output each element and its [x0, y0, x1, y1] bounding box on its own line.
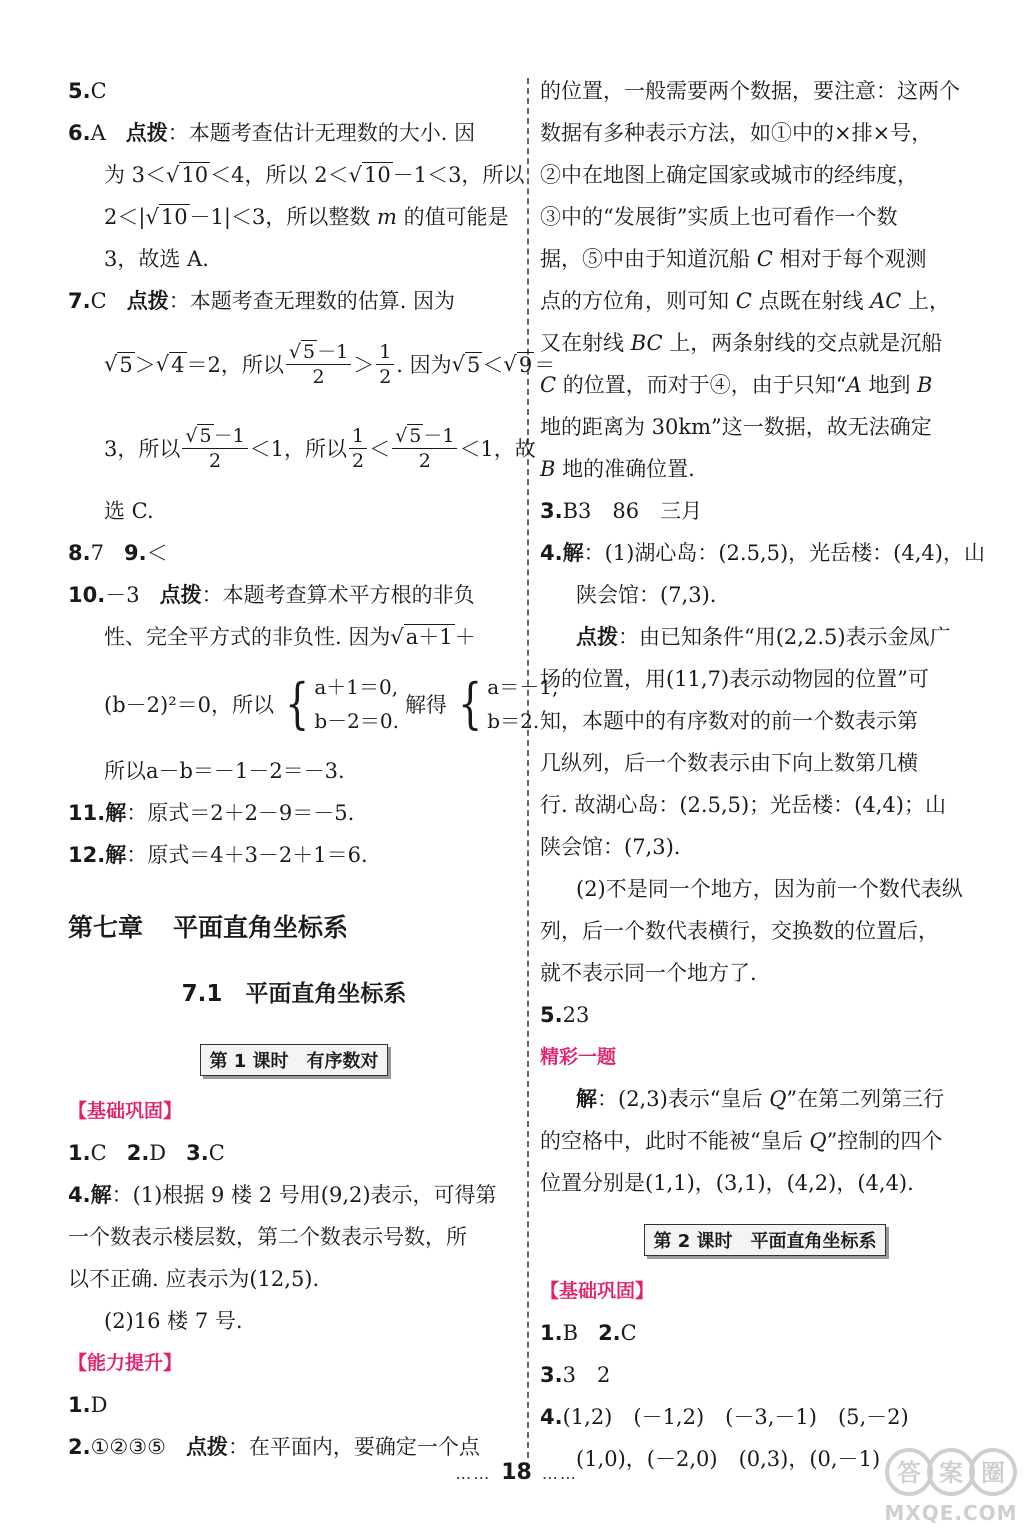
ability-answer-5: 5.23 — [540, 1003, 590, 1027]
answer-8-9: 8.7 9.＜ — [68, 541, 168, 565]
fraction: $\frac{1}{2}$ — [349, 424, 367, 473]
lesson-2-title: 第 2 课时 平面直角坐标系 — [644, 1224, 885, 1256]
lesson2-answer-4: 4.(1,2) (－1,2) (－3,－1) (5,－2) (1,0)，(－2,0) (0,3)，(0,－1) — [540, 1405, 909, 1471]
ability-improvement-tag: 【能力提升】 — [68, 1352, 183, 1374]
column-divider — [527, 78, 529, 1458]
answer-5: 5.C — [68, 79, 107, 103]
answer-7-math-1: √ 5 ＞ √ 4 ＝2，所以 $\frac{√ 5 -1}{2}$ ＞ $\frac{1}{2}$ . 因为 √ 5 ＜ √ 9 ＝ — [104, 340, 556, 388]
answer-7: 7.C 点拨：本题考查无理数的估算. 因为 √ 5 ＞ √ 4 ＝2，所以 $\frac{√ 5 -1}{2}$ ＞ $\frac{1}{2}$ . 因为 √ 5 ＜ √ 9 ＝ 3，所以 $\frac{√ 5 -1}{2}$ ＜1，所以 $\frac{1}{2}$ ＜ $\frac{√ 5 -1}{2}$ ＜1，故 选 C. — [68, 289, 556, 523]
basic-answers-1-3: 1.C 2.D 3.C — [68, 1141, 225, 1165]
answer-6: 6.A 点拨：本题考查估计无理数的大小. 因 为 3＜√10＜4，所以 2＜√10－1＜3，所以 2＜|√10－1|＜3，所以整数 m 的值可能是 3，故选 A. — [68, 121, 525, 271]
answer-7-math-2: 3，所以 $\frac{√ 5 -1}{2}$ ＜1，所以 $\frac{1}{2}$ ＜ $\frac{√ 5 -1}{2}$ ＜1，故 — [104, 424, 536, 472]
page-footer: …… 18 …… — [455, 1460, 578, 1485]
fraction: $\frac{1}{2}$ — [376, 340, 394, 389]
right-column — [540, 70, 990, 1480]
basic-answer-4: 4.解：(1)根据 9 楼 2 号用(9,2)表示，可得第 一个数表示楼层数，第二个数表示号数，所 以不正确. 应表示为(12,5). (2)16 楼 7 号. — [68, 1183, 497, 1333]
page-number: 18 — [501, 1460, 532, 1485]
ability-answer-4: 4.解：(1)湖心岛：(2.5,5)，光岳楼：(4,4)，山 陕会馆：(7,3). 点拨：由已知条件“用(2,2.5)表示金凤广 场的位置，用(11,7)表示动物园的位置”可 知，本题中的有序数对的前一个数表示第 几纵列，后一个数表示由下向上数第几横 行. 故湖心岛：(2.5,5)；光岳楼：(4,4)；山 陕会馆：(7,3). (2)不是同一个地方，因为前一个数代表纵 列，后一个数代表横行，交换数的位置后， 就不表示同一个地方了. — [540, 541, 985, 985]
svg-text:答: 答 — [897, 1459, 921, 1487]
fraction: $\frac{√ 5 -1}{2}$ — [286, 340, 351, 389]
ability-answer-2-cont: 的位置，一般需要两个数据，要注意：这两个 数据有多种表示方法，如①中的×排×号， ②中在地图上确定国家或城市的经纬度， ③中的“发展街”实质上也可看作一个数 据，⑤中由于知道沉船 C 相对于每个观测 点的方位角，则可知 C 点既在射线 AC 上， 又在射线 BC 上，两条射线的交点就是沉船 C 的位置，而对于④，由于只知“A 地到 B 地的距离为 30km”这一数据，故无法确定 B 地的准确位置. — [540, 79, 960, 481]
lesson2-answers-1-2: 1.B 2.C — [540, 1321, 637, 1345]
answer-10-system: (b－2)²＝0，所以 { a＋1＝0, b－2＝0. 解得 { a＝－1, b＝2. — [104, 672, 559, 735]
ability-answer-3: 3.B3 86 三月 — [540, 499, 703, 523]
basic-consolidation-tag-2: 【基础巩固】 — [540, 1280, 655, 1302]
fraction: $\frac{√ 5 -1}{2}$ — [392, 424, 457, 473]
chapter-title: 第七章 平面直角坐标系 — [68, 913, 349, 942]
ability-answer-1: 1.D — [68, 1393, 108, 1417]
ability-answer-2: 2.①②③⑤ 点拨：在平面内，要确定一个点 — [68, 1435, 480, 1459]
section-title: 7.1 平面直角坐标系 — [181, 981, 407, 1007]
lesson2-answer-3: 3.3 2 — [540, 1363, 611, 1387]
watermark-logo — [881, 1442, 1021, 1528]
highlight-problem-answer: 解：(2,3)表示“皇后 Q”在第二列第三行 的空格中，此时不能被“皇后 Q”控制的四个 位置分别是(1,1)，(3,1)，(4,2)，(4,4). — [540, 1087, 945, 1195]
lesson-1-title: 第 1 课时 有序数对 — [200, 1044, 387, 1076]
answer-12: 12.解：原式＝4＋3－2＋1＝6. — [68, 843, 368, 867]
basic-consolidation-tag: 【基础巩固】 — [68, 1100, 183, 1122]
left-column — [68, 70, 559, 1468]
svg-text:案: 案 — [939, 1459, 963, 1487]
fraction: $\frac{√ 5 -1}{2}$ — [182, 424, 247, 473]
answer-10: 10.－3 点拨：本题考查算术平方根的非负 性、完全平方式的非负性. 因为√a＋1＋ (b－2)²＝0，所以 { a＋1＝0, b－2＝0. 解得 { a＝－1, b＝2. 所以a－b＝－1－2＝－3. — [68, 583, 559, 783]
highlight-problem-tag: 精彩一题 — [540, 1046, 617, 1068]
svg-text:圈: 圈 — [981, 1459, 1005, 1487]
svg-text:MXQE.COM: MXQE.COM — [884, 1501, 1018, 1525]
answer-11: 11.解：原式＝2＋2－9＝－5. — [68, 801, 355, 825]
